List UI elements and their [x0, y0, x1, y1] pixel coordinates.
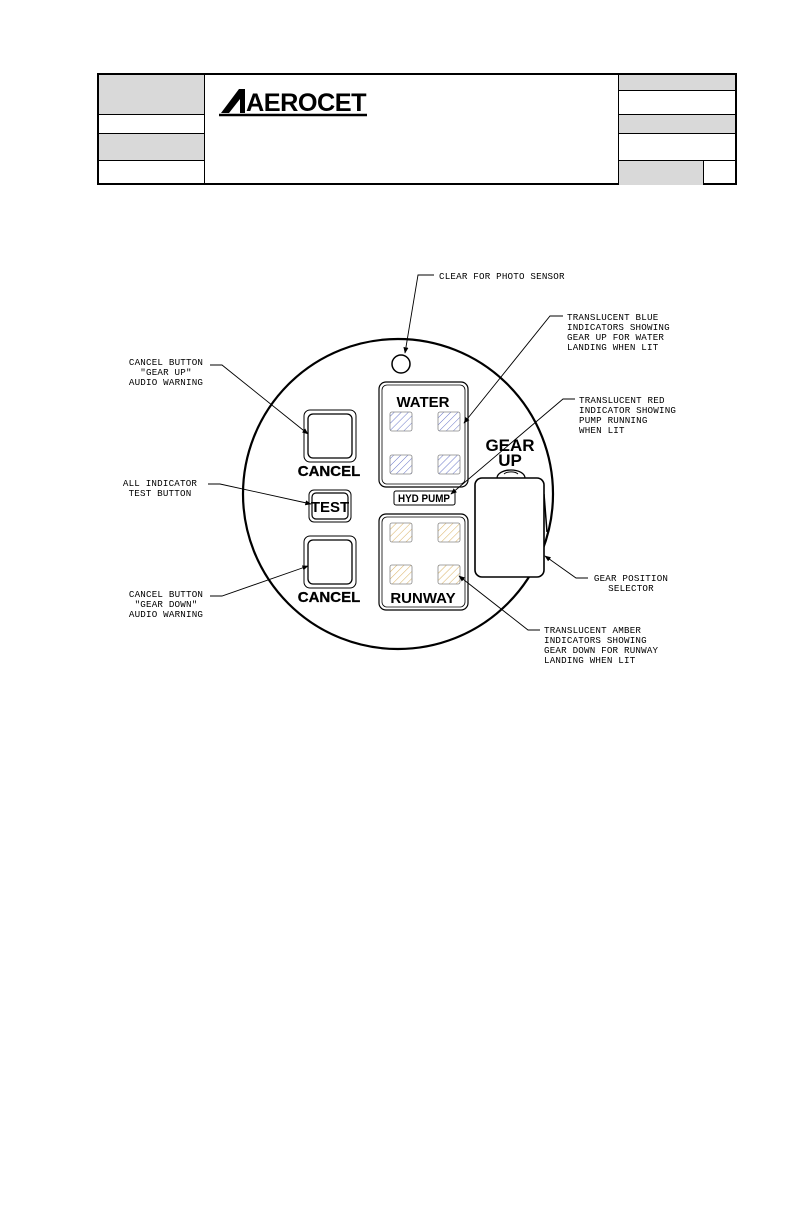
callout-line: CANCEL BUTTON — [128, 357, 204, 368]
cancel-gear-up-button[interactable] — [308, 414, 352, 458]
leader-line-amber — [459, 576, 540, 630]
cancel-gear-down-button[interactable] — [308, 540, 352, 584]
amber-indicator[interactable] — [438, 523, 460, 542]
callout-line: CANCEL BUTTON — [128, 589, 204, 600]
callout-line: LANDING WHEN LIT — [544, 655, 636, 666]
blue-indicator[interactable] — [390, 412, 412, 431]
callout-amber-indicators — [544, 625, 659, 666]
photo-sensor — [392, 355, 410, 373]
leader-line-selector — [545, 556, 588, 578]
cancel-gear-down-button-frame — [304, 536, 356, 588]
callout-line: SELECTOR — [608, 583, 654, 594]
leader-line-cancel-down — [210, 566, 308, 596]
amber-indicator[interactable] — [390, 523, 412, 542]
runway-label: RUNWAY — [390, 590, 456, 607]
callout-line: "GEAR UP" — [140, 367, 192, 378]
callout-test-button — [123, 478, 198, 499]
gear-position-selector[interactable] — [475, 478, 544, 577]
callout-red-indicator — [579, 395, 676, 436]
gear-up-label-line2: UP — [498, 451, 522, 470]
callout-line: TRANSLUCENT BLUE — [567, 312, 659, 323]
leader-line-test — [208, 484, 311, 504]
callout-line: AUDIO WARNING — [128, 377, 204, 388]
callout-line: "GEAR DOWN" — [134, 599, 198, 610]
blue-indicator[interactable] — [438, 455, 460, 474]
amber-indicator[interactable] — [390, 565, 412, 584]
cancel-gear-up-button-frame — [304, 410, 356, 462]
gear-up-label-line1: GEAR — [485, 436, 535, 455]
hyd-pump-label: HYD PUMP — [398, 493, 450, 505]
leader-line-blue — [464, 316, 563, 423]
callout-blue-indicators — [567, 312, 670, 353]
cancel-gear-up-label: CANCEL — [297, 463, 361, 480]
selector-knob-arc-2 — [504, 472, 518, 474]
callout-line: ALL INDICATOR — [122, 478, 198, 489]
blue-indicator[interactable] — [438, 412, 460, 431]
callout-line: TRANSLUCENT RED — [579, 395, 665, 406]
callout-cancel-gear-down — [129, 589, 203, 620]
blue-indicator[interactable] — [390, 455, 412, 474]
callout-line: GEAR DOWN FOR RUNWAY — [544, 645, 659, 656]
callout-photo-sensor — [439, 271, 565, 282]
callout-line: CLEAR FOR PHOTO SENSOR — [439, 271, 565, 282]
test-label: TEST — [310, 499, 350, 516]
brand-text: AEROCET — [246, 89, 367, 117]
callout-line: INDICATORS SHOWING — [544, 635, 647, 646]
callout-line: TRANSLUCENT AMBER — [544, 625, 642, 636]
callout-line: PUMP RUNNING — [579, 415, 648, 426]
callout-line: GEAR UP FOR WATER — [567, 332, 665, 343]
callout-line: INDICATORS SHOWING — [567, 322, 670, 333]
callout-line: WHEN LIT — [579, 425, 625, 436]
callout-line: AUDIO WARNING — [128, 609, 204, 620]
callout-line: INDICATOR SHOWING — [579, 405, 677, 416]
water-label: WATER — [396, 394, 450, 411]
callout-line: LANDING WHEN LIT — [567, 342, 659, 353]
selector-knob-arc — [497, 470, 525, 478]
callout-gear-selector — [594, 573, 668, 594]
cancel-gear-down-label: CANCEL — [297, 589, 361, 606]
callout-cancel-gear-up — [129, 357, 203, 388]
amber-indicator[interactable] — [438, 565, 460, 584]
callout-line: TEST BUTTON — [128, 488, 192, 499]
callout-line: GEAR POSITION — [593, 573, 669, 584]
